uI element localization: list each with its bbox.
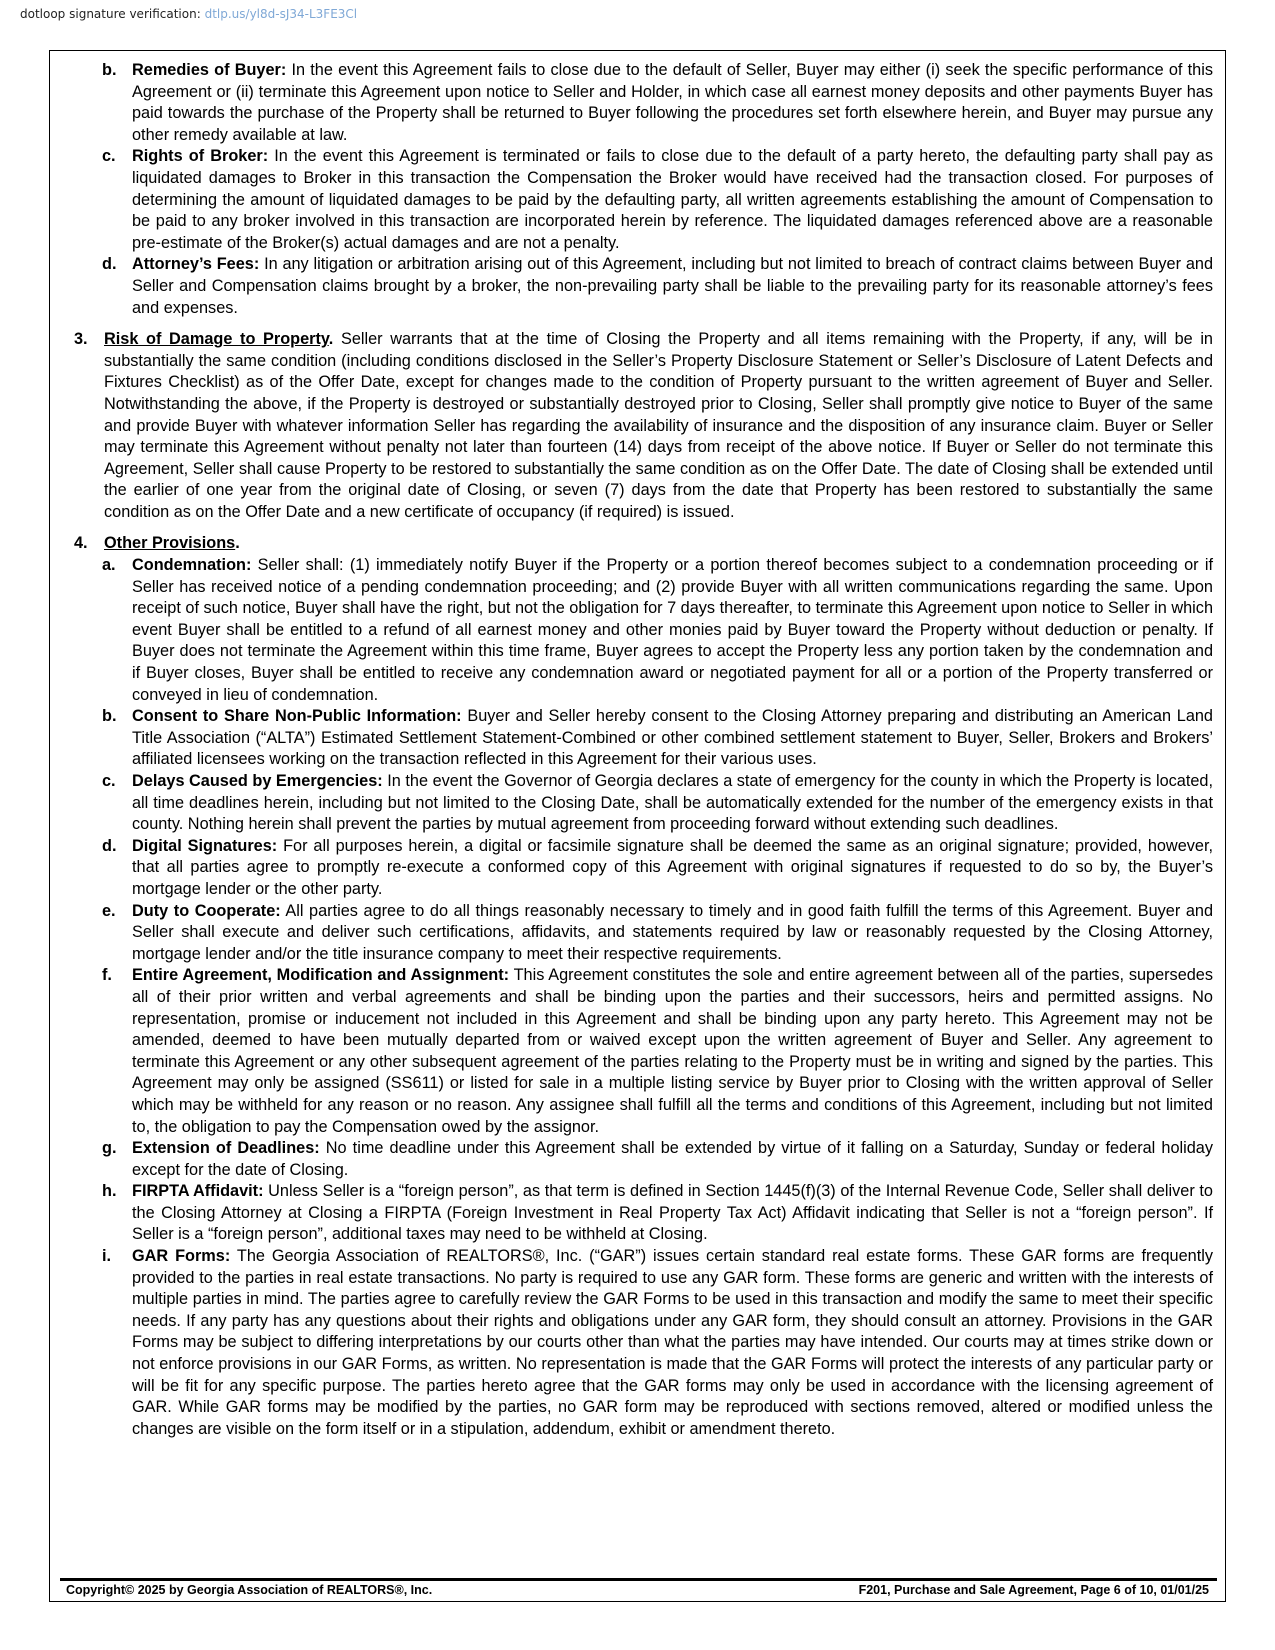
clause-heading: Condemnation: <box>132 556 252 575</box>
clause-marker: d. <box>102 255 117 274</box>
clause-marker: i. <box>102 1247 112 1266</box>
clause-remedies-of-buyer <box>74 60 1213 146</box>
clause-delays-emergencies <box>74 771 1213 836</box>
footer-form-info: F201, Purchase and Sale Agreement, Page 6 of 10, 01/01/25 <box>858 1583 1209 1597</box>
clause-duty-to-cooperate <box>74 901 1213 966</box>
clause-gar-forms <box>74 1246 1213 1440</box>
clause-marker: h. <box>102 1182 117 1201</box>
section-number: 4. <box>74 534 88 553</box>
clause-heading: Digital Signatures: <box>132 836 278 855</box>
clause-text: In the event this Agreement fails to close due to the default of Seller, Buyer may either (i) seek the specific performance of this Agreement or (ii) terminate this Agreement upon notice to Seller and Holder, in which case all earnest money deposits and other payments Buyer has paid towards the purchase of the Property shall be returned to Buyer following the procedures set forth elsewhere herein, and Buyer may pursue any other remedy available at law. <box>132 61 1213 144</box>
clause-marker: f. <box>102 966 112 985</box>
clause-entire-agreement <box>74 965 1213 1138</box>
clause-condemnation <box>74 555 1213 706</box>
clause-heading: Consent to Share Non-Public Information: <box>132 707 462 726</box>
clause-heading: FIRPTA Affidavit: <box>132 1182 264 1201</box>
clause-text: This Agreement constitutes the sole and entire agreement between all of the parties, supersedes all of their prior written and verbal agreements and shall be binding upon the parties and their successors, heirs and permitted assigns. No representation, promise or inducement not included in this Agreement and shall be binding upon any party hereto. This Agreement may not be amended, deemed to have been mutually departed from or waived except upon the written agreement of Buyer and Seller. Any agreement to terminate this Agreement or any other subsequent agreement of the parties relating to the Property must be in writing and signed by the parties. This Agreement may only be assigned (SS611) or listed for sale in a multiple listing service by Buyer prior to Closing with the written approval of Seller which may be withheld for any reason or no reason. Any assignee shall fulfill all the terms and conditions of this Agreement, including but not limited to, the obligation to pay the Compensation owed by the assignor. <box>132 966 1214 1136</box>
clause-text: For all purposes herein, a digital or facsimile signature shall be deemed the same as an original signature; provided, however, that all parties agree to promptly re-execute a conformed copy of this Agreement with original signatures if requested to do so by, the Buyer’s mortgage lender or the other party. <box>132 836 1213 898</box>
clause-heading: Extension of Deadlines: <box>132 1139 320 1158</box>
clause-heading: GAR Forms: <box>132 1247 231 1266</box>
clause-text: Seller shall: (1) immediately notify Buyer if the Property or a portion thereof becomes subject to a condemnation proceeding or if Seller has received notice of a pending condemnation proceeding; and (2) provide Buyer with all written communications regarding the same. Upon receipt of such notice, Buyer shall have the right, but not the obligation for 7 days thereafter, to terminate this Agreement upon notice to Seller in which event Buyer shall be entitled to a refund of all earnest money and other monies paid by Buyer toward the Property without deduction or penalty. If Buyer does not terminate the Agreement within this time frame, Buyer agrees to accept the Property less any portion taken by the condemnation and if Buyer closes, Buyer shall be entitled to receive any condemnation award or negotiated payment for all or a portion of the Property transferred or conveyed in lieu of condemnation. <box>132 556 1213 704</box>
clause-extension-of-deadlines <box>74 1138 1213 1181</box>
section-other-provisions: 4. Other Provisions. <box>74 533 1213 555</box>
signature-verification <box>20 7 357 21</box>
clause-text: No time deadline under this Agreement shall be extended by virtue of it falling on a Saturday, Sunday or federal holiday except for the date of Closing. <box>132 1139 1213 1179</box>
clause-text: Buyer and Seller hereby consent to the Closing Attorney preparing and distributing an American Land Title Association (“ALTA”) Estimated Settlement Statement-Combined or other combined settlement statement to Buyer, Seller, Brokers and Brokers’ affiliated licensees working on the transaction reflected in this Agreement for their various uses. <box>132 707 1213 769</box>
clause-rights-of-broker <box>74 146 1213 254</box>
section-text: Seller warrants that at the time of Closing the Property and all items remaining with the Property, if any, will be in substantially the same condition (including conditions disclosed in the Seller’s Property Disclosure Statement or Seller’s Disclosure of Latent Defects and Fixtures Checklist) as of the Offer Date, except for changes made to the condition of Property pursuant to the written agreement of Buyer and Seller. Notwithstanding the above, if the Property is destroyed or substantially destroyed prior to Closing, Seller shall promptly give notice to Buyer of the same and provide Buyer with whatever information Seller has regarding the availability of insurance and the disposition of any insurance claim. Buyer or Seller may terminate this Agreement without penalty not later than fourteen (14) days from receipt of the above notice. If Buyer or Seller do not terminate this Agreement, Seller shall cause Property to be restored to substantially the same condition as on the Offer Date. The date of Closing shall be extended until the earlier of one year from the original date of Closing, or seven (7) days from the date that Property has been restored to substantially the same condition as on the Offer Date and a new certificate of occupancy (if required) is issued. <box>104 330 1213 521</box>
clause-text: All parties agree to do all things reasonably necessary to timely and in good faith fulfill the terms of this Agreement. Buyer and Seller shall execute and deliver such certifications, affidavits, and statements required by law or reasonably requested by the Closing Attorney, mortgage lender and/or the title insurance company to meet their respective requirements. <box>132 901 1214 963</box>
section-heading: Risk of Damage to Property <box>104 330 329 349</box>
verification-label: dotloop signature verification: <box>20 7 201 21</box>
clause-marker: g. <box>102 1139 117 1158</box>
section-risk-of-damage: 3. Risk of Damage to Property. Seller warrants that at the time of Closing the Property and all items remaining with the Property, if any, will be in substantially the same condition (including conditions disclosed in the Seller’s Property Disclosure Statement or Seller’s Disclosure of Latent Defects and Fixtures Checklist) as of the Offer Date, except for changes made to the condition of Property pursuant to the written agreement of Buyer and Seller. Notwithstanding the above, if the Property is destroyed or substantially destroyed prior to Closing, Seller shall promptly give notice to Buyer of the same and provide Buyer with whatever information Seller has regarding the availability of insurance and the disposition of any insurance claim. Buyer or Seller may terminate this Agreement without penalty not later than fourteen (14) days from receipt of the above notice. If Buyer or Seller do not terminate this Agreement, Seller shall cause Property to be restored to substantially the same condition as on the Offer Date. The date of Closing shall be extended until the earlier of one year from the original date of Closing, or seven (7) days from the date that Property has been restored to substantially the same condition as on the Offer Date and a new certificate of occupancy (if required) is issued. <box>74 330 1213 521</box>
clause-marker: b. <box>102 61 117 79</box>
clause-text: Unless Seller is a “foreign person”, as that term is defined in Section 1445(f)(3) of the Internal Revenue Code, Seller shall deliver to the Closing Attorney at Closing a FIRPTA (Foreign Investment in Real Property Tax Act) Affidavit indicating that Seller is not a “foreign person”. If Seller is a “foreign person”, additional taxes may need to be withheld at Closing. <box>132 1182 1213 1244</box>
clause-heading: Entire Agreement, Modification and Assignment: <box>132 966 510 985</box>
clause-marker: d. <box>102 836 117 855</box>
clause-attorneys-fees <box>74 254 1213 319</box>
clause-text: In any litigation or arbitration arising out of this Agreement, including but not limited to breach of contract claims between Buyer and Seller and Compensation claims brought by a broker, the non-prevailing party shall be liable to the prevailing party for its reasonable attorney’s fees and expenses. <box>132 255 1213 317</box>
clause-text: In the event this Agreement is terminated or fails to close due to the default of a party hereto, the defaulting party shall pay as liquidated damages to Broker in this transaction the Compensation the Broker would have received had the transaction closed. For purposes of determining the amount of liquidated damages to be paid by the defaulting party, all written agreements establishing the amount of Compensation to be paid to any broker involved in this transaction are incorporated herein by reference. The liquidated damages referenced above are a reasonable pre-estimate of the Broker(s) actual damages and are not a penalty. <box>132 147 1213 252</box>
clause-marker: b. <box>102 707 117 726</box>
footer-copyright: Copyright© 2025 by Georgia Association of REALTORS®, Inc. <box>66 1583 433 1597</box>
clause-heading: Delays Caused by Emergencies: <box>132 772 383 790</box>
clause-heading: Remedies of Buyer: <box>132 61 287 79</box>
verification-link[interactable]: dtlp.us/yl8d-sJ34-L3FE3Cl <box>204 7 358 21</box>
clause-text: The Georgia Association of REALTORS®, Inc. (“GAR”) issues certain standard real estate forms. These GAR forms are frequently provided to the parties in real estate transactions. No party is required to use any GAR form. These forms are generic and written with the interests of multiple parties in mind. The parties agree to carefully review the GAR Forms to be used in this transaction and modify the same to meet their specific needs. If any party has any questions about their rights and obligations under any GAR form, they should consult an attorney. Provisions in the GAR Forms may be subject to differing interpretations by our courts other than what the parties may have intended. Our courts may at times strike down or not enforce provisions in our GAR Forms, as written. No representation is made that the GAR Forms will protect the interests of any particular party or will be fit for any specific purpose. The parties hereto agree that the GAR forms may only be used in accordance with the licensing agreement of GAR. While GAR forms may be modified by the parties, no GAR form may be reproduced with sections removed, altered or modified unless the changes are visible on the form itself or in a stipulation, addendum, exhibit or amendment thereto. <box>132 1247 1214 1438</box>
clause-heading: Duty to Cooperate: <box>132 901 281 920</box>
clause-marker: a. <box>102 556 116 575</box>
footer-rule <box>60 1578 1217 1581</box>
clause-text: In the event the Governor of Georgia declares a state of emergency for the county in which the Property is located, all time deadlines herein, including but not limited to the Closing Date, shall be automatically extended for the number of the emergency exists in that county. Nothing herein shall prevent the parties by mutual agreement from proceeding forward without extending such deadlines. <box>132 772 1213 834</box>
clause-digital-signatures <box>74 836 1213 901</box>
document-body <box>74 60 1213 1440</box>
clause-consent-to-share <box>74 706 1213 771</box>
clause-firpta-affidavit <box>74 1181 1213 1246</box>
section-number: 3. <box>74 330 88 349</box>
clause-marker: e. <box>102 901 116 920</box>
clause-marker: c. <box>102 772 116 790</box>
clause-heading: Rights of Broker: <box>132 147 269 166</box>
clause-heading: Attorney’s Fees: <box>132 255 260 274</box>
clause-marker: c. <box>102 147 116 166</box>
section-heading: Other Provisions <box>104 534 236 553</box>
